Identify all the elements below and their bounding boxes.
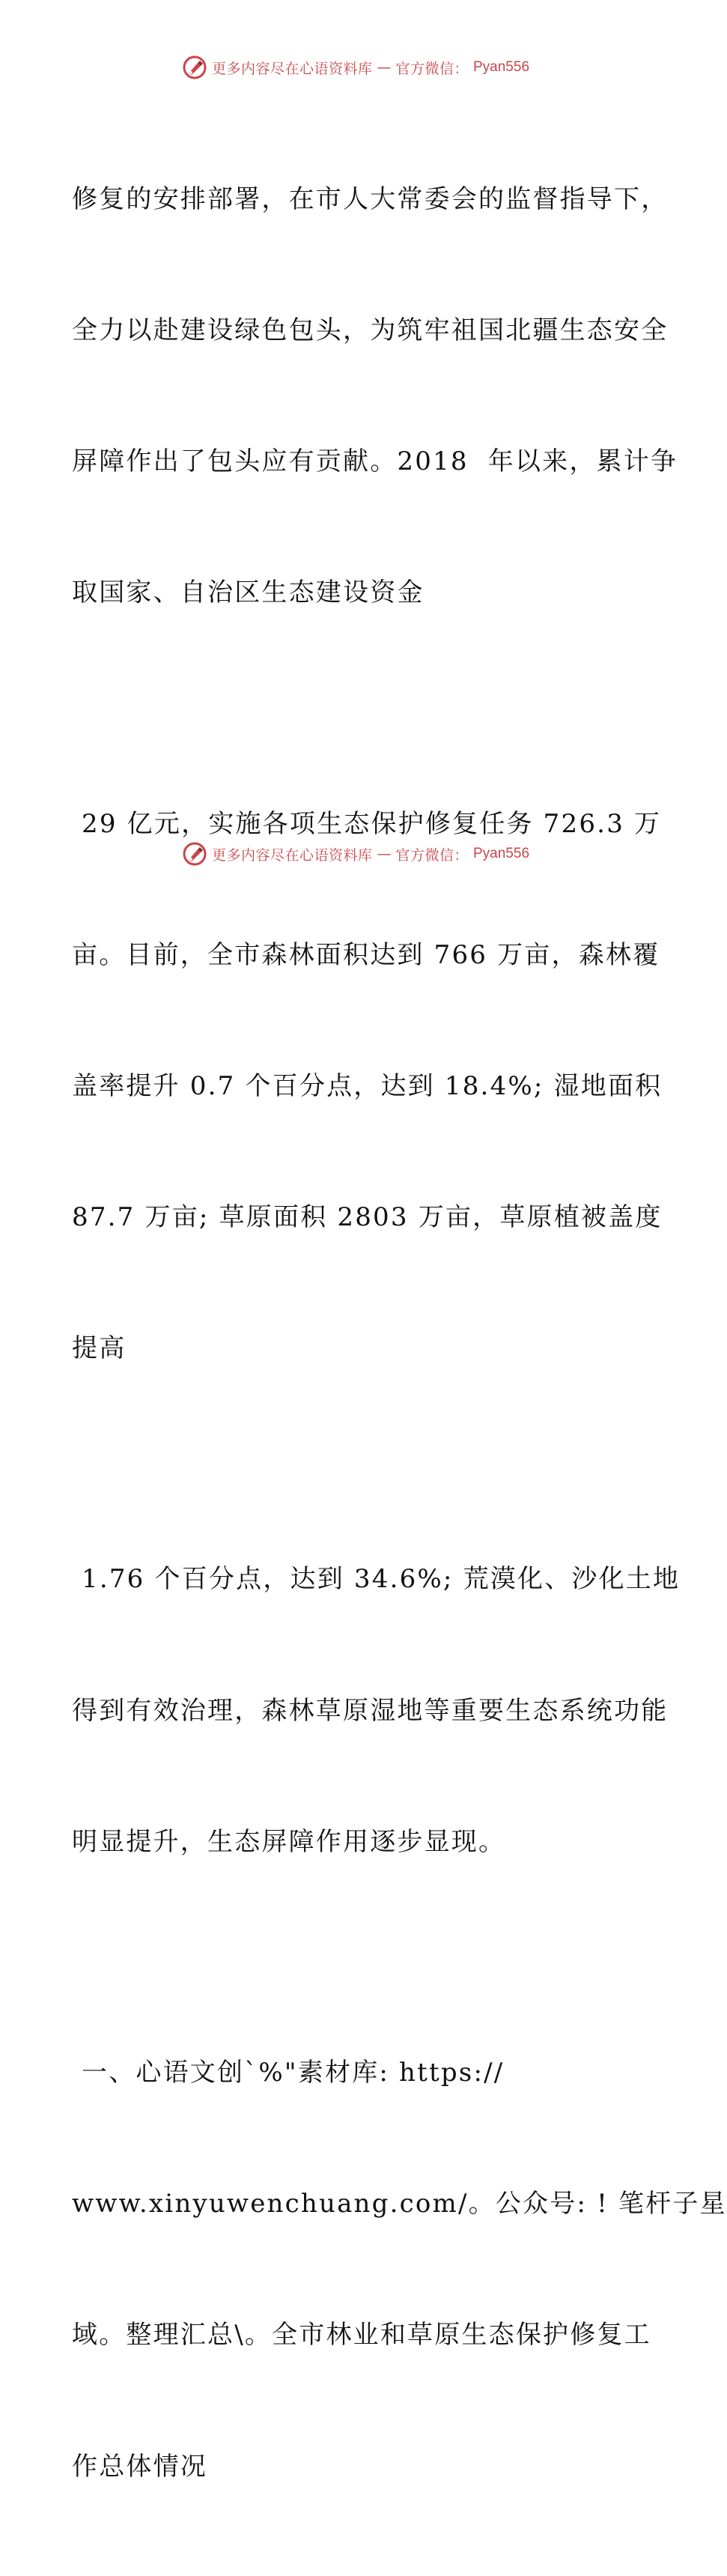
watermark-wechat-id: Pyan556: [473, 59, 530, 75]
watermark-brand-text: 更多内容尽在心语资料库: [211, 846, 373, 864]
text-line: 修复的安排部署，在市人大常委会的监督指导下，: [72, 184, 669, 214]
paragraph: [72, 90, 678, 703]
watermark-brand-text: 更多内容尽在心语资料库: [211, 60, 373, 77]
paragraph: [72, 1470, 681, 1951]
text-line: 作总体情况: [72, 2451, 207, 2482]
pen-logo-icon: [182, 55, 207, 80]
header-watermark: [0, 52, 711, 82]
text-line: www.xinyuwenchuang.com/。公众号: ! 笔杆子星: [72, 2189, 727, 2219]
document-body: [72, 90, 727, 2576]
text-line: 亩。目前，全市森林面积达到 766 万亩，森林覆: [72, 939, 660, 970]
paragraph: [72, 715, 663, 1458]
text-line: 一、心语文创`%"素材库: https://: [72, 2057, 505, 2088]
text-line: 87.7 万亩; 草原面积 2803 万亩，草原植被盖度: [72, 1202, 663, 1233]
text-line: 全力以赴建设绿色包头，为筑牢祖国北疆生态安全: [72, 315, 669, 346]
watermark-wechat-label: 官方微信：: [395, 846, 469, 864]
text-line: 域。整理汇总\。全市林业和草原生态保护修复工: [72, 2320, 651, 2351]
paragraph: [72, 1963, 727, 2576]
pen-logo-icon: [182, 841, 207, 867]
text-line: 提高: [72, 1333, 127, 1364]
watermark-separator: —: [377, 846, 392, 862]
watermark-separator: —: [377, 59, 392, 76]
watermark-wechat-label: 官方微信：: [395, 60, 469, 77]
text-line: 1.76 个百分点，达到 34.6%; 荒漠化、沙化土地: [72, 1564, 681, 1595]
footer-watermark: [0, 839, 711, 869]
watermark-wechat-id: Pyan556: [473, 846, 530, 861]
text-line: 盖率提升 0.7 个百分点，达到 18.4%; 湿地面积: [72, 1070, 663, 1101]
text-line: 取国家、自治区生态建设资金: [72, 578, 425, 608]
text-line: 屏障作出了包头应有贡献。2018 年以来，累计争: [72, 446, 678, 477]
text-line: 明显提升，生态屏障作用逐步显现。: [72, 1826, 506, 1857]
text-line: 得到有效治理，森林草原湿地等重要生态系统功能: [72, 1695, 669, 1726]
text-line: 29 亿元，实施各项生态保护修复任务 726.3 万: [72, 808, 662, 839]
